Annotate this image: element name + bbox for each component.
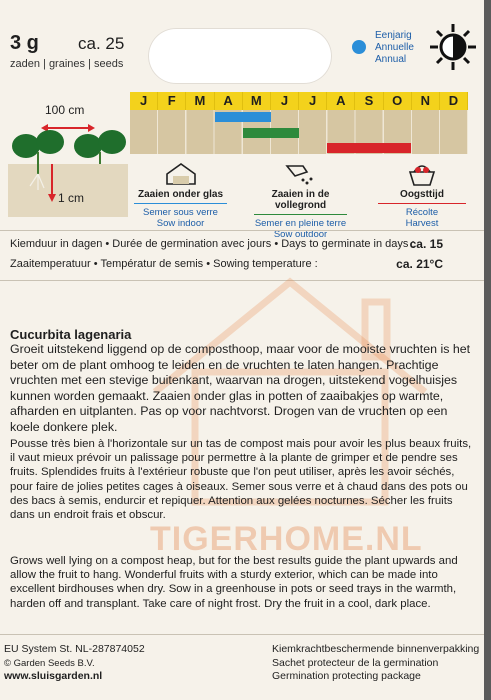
seed-weight: 3 g [10,32,39,54]
copyright: © Garden Seeds B.V. [4,657,95,669]
packet-edge [484,0,491,700]
sow-outdoor-info: Zaaien in de vollegrond Semer en pleine terre Sow outdoor [248,160,353,240]
calendar-rows [130,110,468,154]
sun-shade-icon [428,22,478,72]
package-fr: Sachet protecteur de la germination [272,656,439,669]
description-nl: Groeit uitstekend liggend op de composthoop, maar voor de mooiste vruchten is het beter om de plant omhoog te leiden en de vruchten te laten hangen. Prachtige vruchten met een stevige buitenkant, waarvan na drogen, uitstekend vogelhuisjes kunnen worden gemaakt. Zaaien onder glas in potten of zaaibakjes op warmte, afharden en uitplanten. Pas op voor nachtvorst. Drogen van de vruchten op een koele donkere plek. [10,342,471,434]
sow-indoor-bar [215,112,271,122]
divider [0,230,491,231]
month-label: J [271,92,299,110]
footer-left [4,643,145,684]
harvest-bar [327,143,411,153]
harvest-info: Oogsttijd Récolte Harvest [372,160,472,229]
seed-count: ca. 25 [78,34,125,53]
description-en: Grows well lying on a compost heap, but for the best results guide the plant upwards and allow the fruit to hang. Wonderful fruits with a sturdy exterior, which can be made into excellent birdhouses when dry. Sow in a greenhouse in pots or seed trays in the warmth, harden off and transplant. Take care of night frost. Dry the fruit in a cool, dark place. [10,555,458,610]
month-label: S [355,92,383,110]
species-name: Cucurbita lagenaria [10,327,132,342]
description-fr: Pousse très bien à l'horizontale sur un tas de compost mais pour avoir les plus beaux fruits, il vaut mieux prévoir un palissage pour permettre à la plante de grimper et de pendre ses fruits. Splendides fruits à l'extérieur robuste que l'on peut utiliser, après les avoir séchés, pour faire de jolies petites cages à oiseaux. Semer sous verre et à chaud dans des pots ou des bacs à semis, endurcir et repiquer. Attention aux gelées nocturnes. Sécher les fruits dans un endroit frais et obscur. [10,438,472,522]
harvest-basket-icon [404,160,440,186]
sow-indoor-info: Zaaien onder glas Semer sous verre Sow indoor [128,160,233,229]
sowing-calendar [130,92,468,154]
divider [0,634,491,635]
footer-right [272,643,479,684]
website: www.sluisgarden.nl [4,670,103,682]
month-label: A [327,92,355,110]
eu-system: EU System St. NL-287874052 [4,643,145,655]
sow-outdoor-bar [243,128,299,138]
temperature-value: ca. 21°C [396,257,443,271]
month-label: J [299,92,327,110]
package-nl: Kiemkrachtbeschermende binnenverpakking [272,643,480,655]
depth-label: 1 cm [58,191,85,205]
greenhouse-icon [163,160,199,186]
month-label: M [186,92,214,110]
packet-window [148,28,332,84]
calendar-months [130,92,468,110]
month-label: O [384,92,412,110]
seed-labels: zaden | graines | seeds [10,58,124,70]
watermark-text: TIGERHOME.NL [150,520,423,558]
spacing-label: 100 cm [45,103,85,117]
month-label: J [130,92,158,110]
annual-dot-icon [352,40,366,54]
germination-value: ca. 15 [409,237,443,251]
month-label: M [243,92,271,110]
month-label: D [440,92,468,110]
month-label: N [412,92,440,110]
sowing-hand-icon [283,160,319,186]
germination-text: Kiemduur in dagen • Durée de germination avec jours • Days to germinate in days : [10,238,415,250]
month-label: F [158,92,186,110]
package-en: Germination protecting package [272,670,421,682]
month-label: A [215,92,243,110]
annual-label: Eenjarig Annuelle Annual [375,30,414,65]
temperature-text: Zaaitemperatuur • Températur de semis • Sowing temperature : [10,258,318,270]
